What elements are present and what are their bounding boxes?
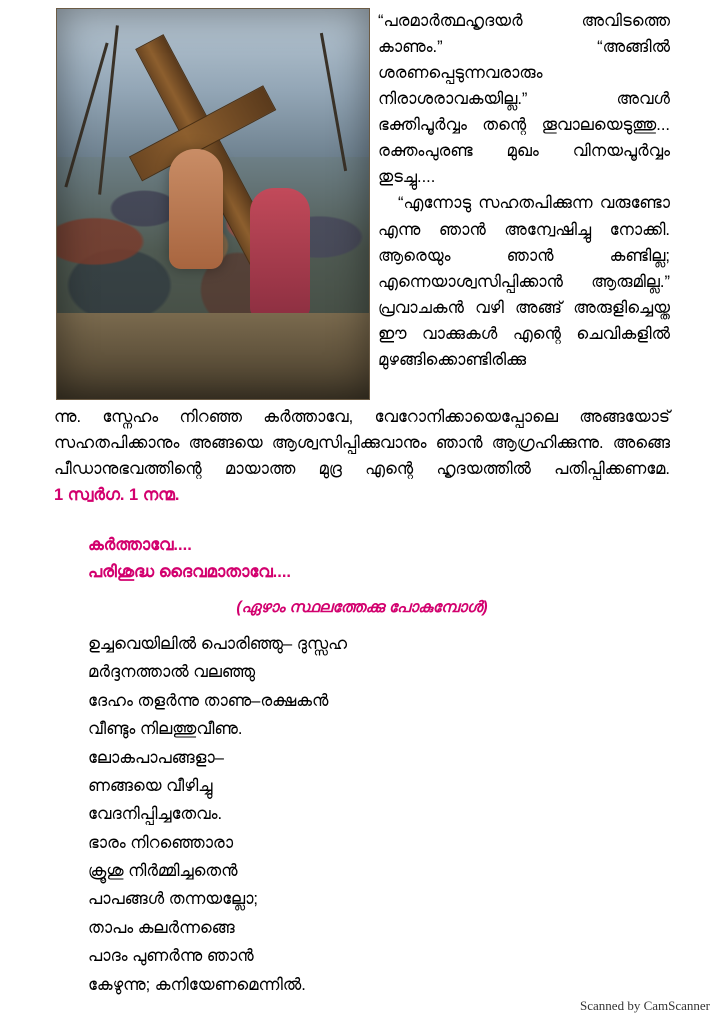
hymn-line: ണങ്ങയെ വീഴിച്ചു <box>88 776 213 795</box>
hymn-line: ലോകപാപങ്ങളാ– <box>88 748 224 767</box>
paragraph-quote-2: “എന്നോടു സഹതപിക്കുന്ന വരുണ്ടോ എന്നു ഞാൻ അന്വേഷിച്ചു നോക്കി. ആരെയും ഞാൻ കണ്ടില്ല; എന്നെയാശ്വസിപ്പിക്കാൻ ആരുമില്ല.” പ്രവാചകൻ വഴി അങ്ങ് അരുളിച്ചെയ്ത ഈ വാക്കുകൾ എന്റെ ചെവികളിൽ മുഴങ്ങിക്കൊണ്ടിരിക്കു <box>378 194 670 369</box>
hymn-line: താപം കലർന്നങ്ങെ <box>88 918 235 937</box>
hymn-line: വീണ്ടും നിലത്തുവീണു. <box>88 720 243 739</box>
hymn-line: ഉച്ചവെയിലിൽ പൊരിഞ്ഞു– ദുസ്സഹ <box>88 635 348 653</box>
prayer-line: കർത്താവേ.... <box>88 536 192 554</box>
hymn-line: പാപങ്ങൾ തന്നയല്ലോ; <box>88 890 259 909</box>
hymn-line: ക്രൂശു നിർമ്മിച്ചതെൻ <box>88 862 238 880</box>
prayer-invocations <box>88 532 648 586</box>
scanner-watermark: Scanned by CamScanner <box>580 998 710 1013</box>
hymn-line: പാദം പുണർന്നു ഞാൻ <box>88 947 254 966</box>
body-paragraph-text: ന്നു. സ്നേഹം നിറഞ്ഞ കർത്താവേ, വേറോനിക്കായെപ്പോലെ അങ്ങയോട് സഹതപിക്കാനും അങ്ങയെ ആശ്വസിപ്പിക്കുവാനും ഞാൻ ആഗ്രഹിക്കുന്നു. അങ്ങെ പീഡാനുഭവത്തിന്റെ മായാത്ത മുദ്ര എന്റെ ഹൃദയത്തിൽ പതിപ്പിക്കണമേ. <box>54 408 670 479</box>
body-paragraph <box>54 404 670 508</box>
hymn-line: കേഴുന്നു; കനിയേണമെന്നിൽ. <box>88 975 306 994</box>
paragraph-quote-1: “പരമാർത്ഥഹൃദയർ അവിടത്തെ കാണും.” “അങ്ങിൽ ശരണപ്പെടുന്നവരാരും നിരാശരാവകയില്ല.” അവൾ ഭക്തിപൂർവ്വം തന്റെ തൂവാലയെടുത്തു... രക്തംപുരണ്ട മുഖം വിനയപൂർവ്വം തുടച്ചു.... <box>378 12 670 187</box>
prayer-line: പരിശുദ്ധ ദൈവമാതാവേ.... <box>88 563 292 582</box>
hymn-line: മർദ്ദനത്താൽ വലഞ്ഞു <box>88 663 256 682</box>
hymn-line: വേദനിപ്പിച്ചതേവം. <box>88 805 223 824</box>
jesus-carrying-cross-veronica-painting <box>56 8 370 400</box>
full-width-paragraph-block <box>54 404 670 508</box>
painting-vignette <box>57 9 369 399</box>
right-column-text <box>378 8 670 373</box>
hymn-block <box>88 630 648 999</box>
hymn-line: ഭാരം നിറഞ്ഞൊരാ <box>88 833 234 852</box>
indulgence-note: 1 സ്വർഗ. 1 നന്മ. <box>54 486 180 505</box>
station-heading: (ഏഴാം സ്ഥലത്തേക്കു പോകുമ്പോൾ) <box>236 599 488 616</box>
hymn-line: ദേഹം തളർന്നു താണു–രക്ഷകൻ <box>88 691 329 710</box>
